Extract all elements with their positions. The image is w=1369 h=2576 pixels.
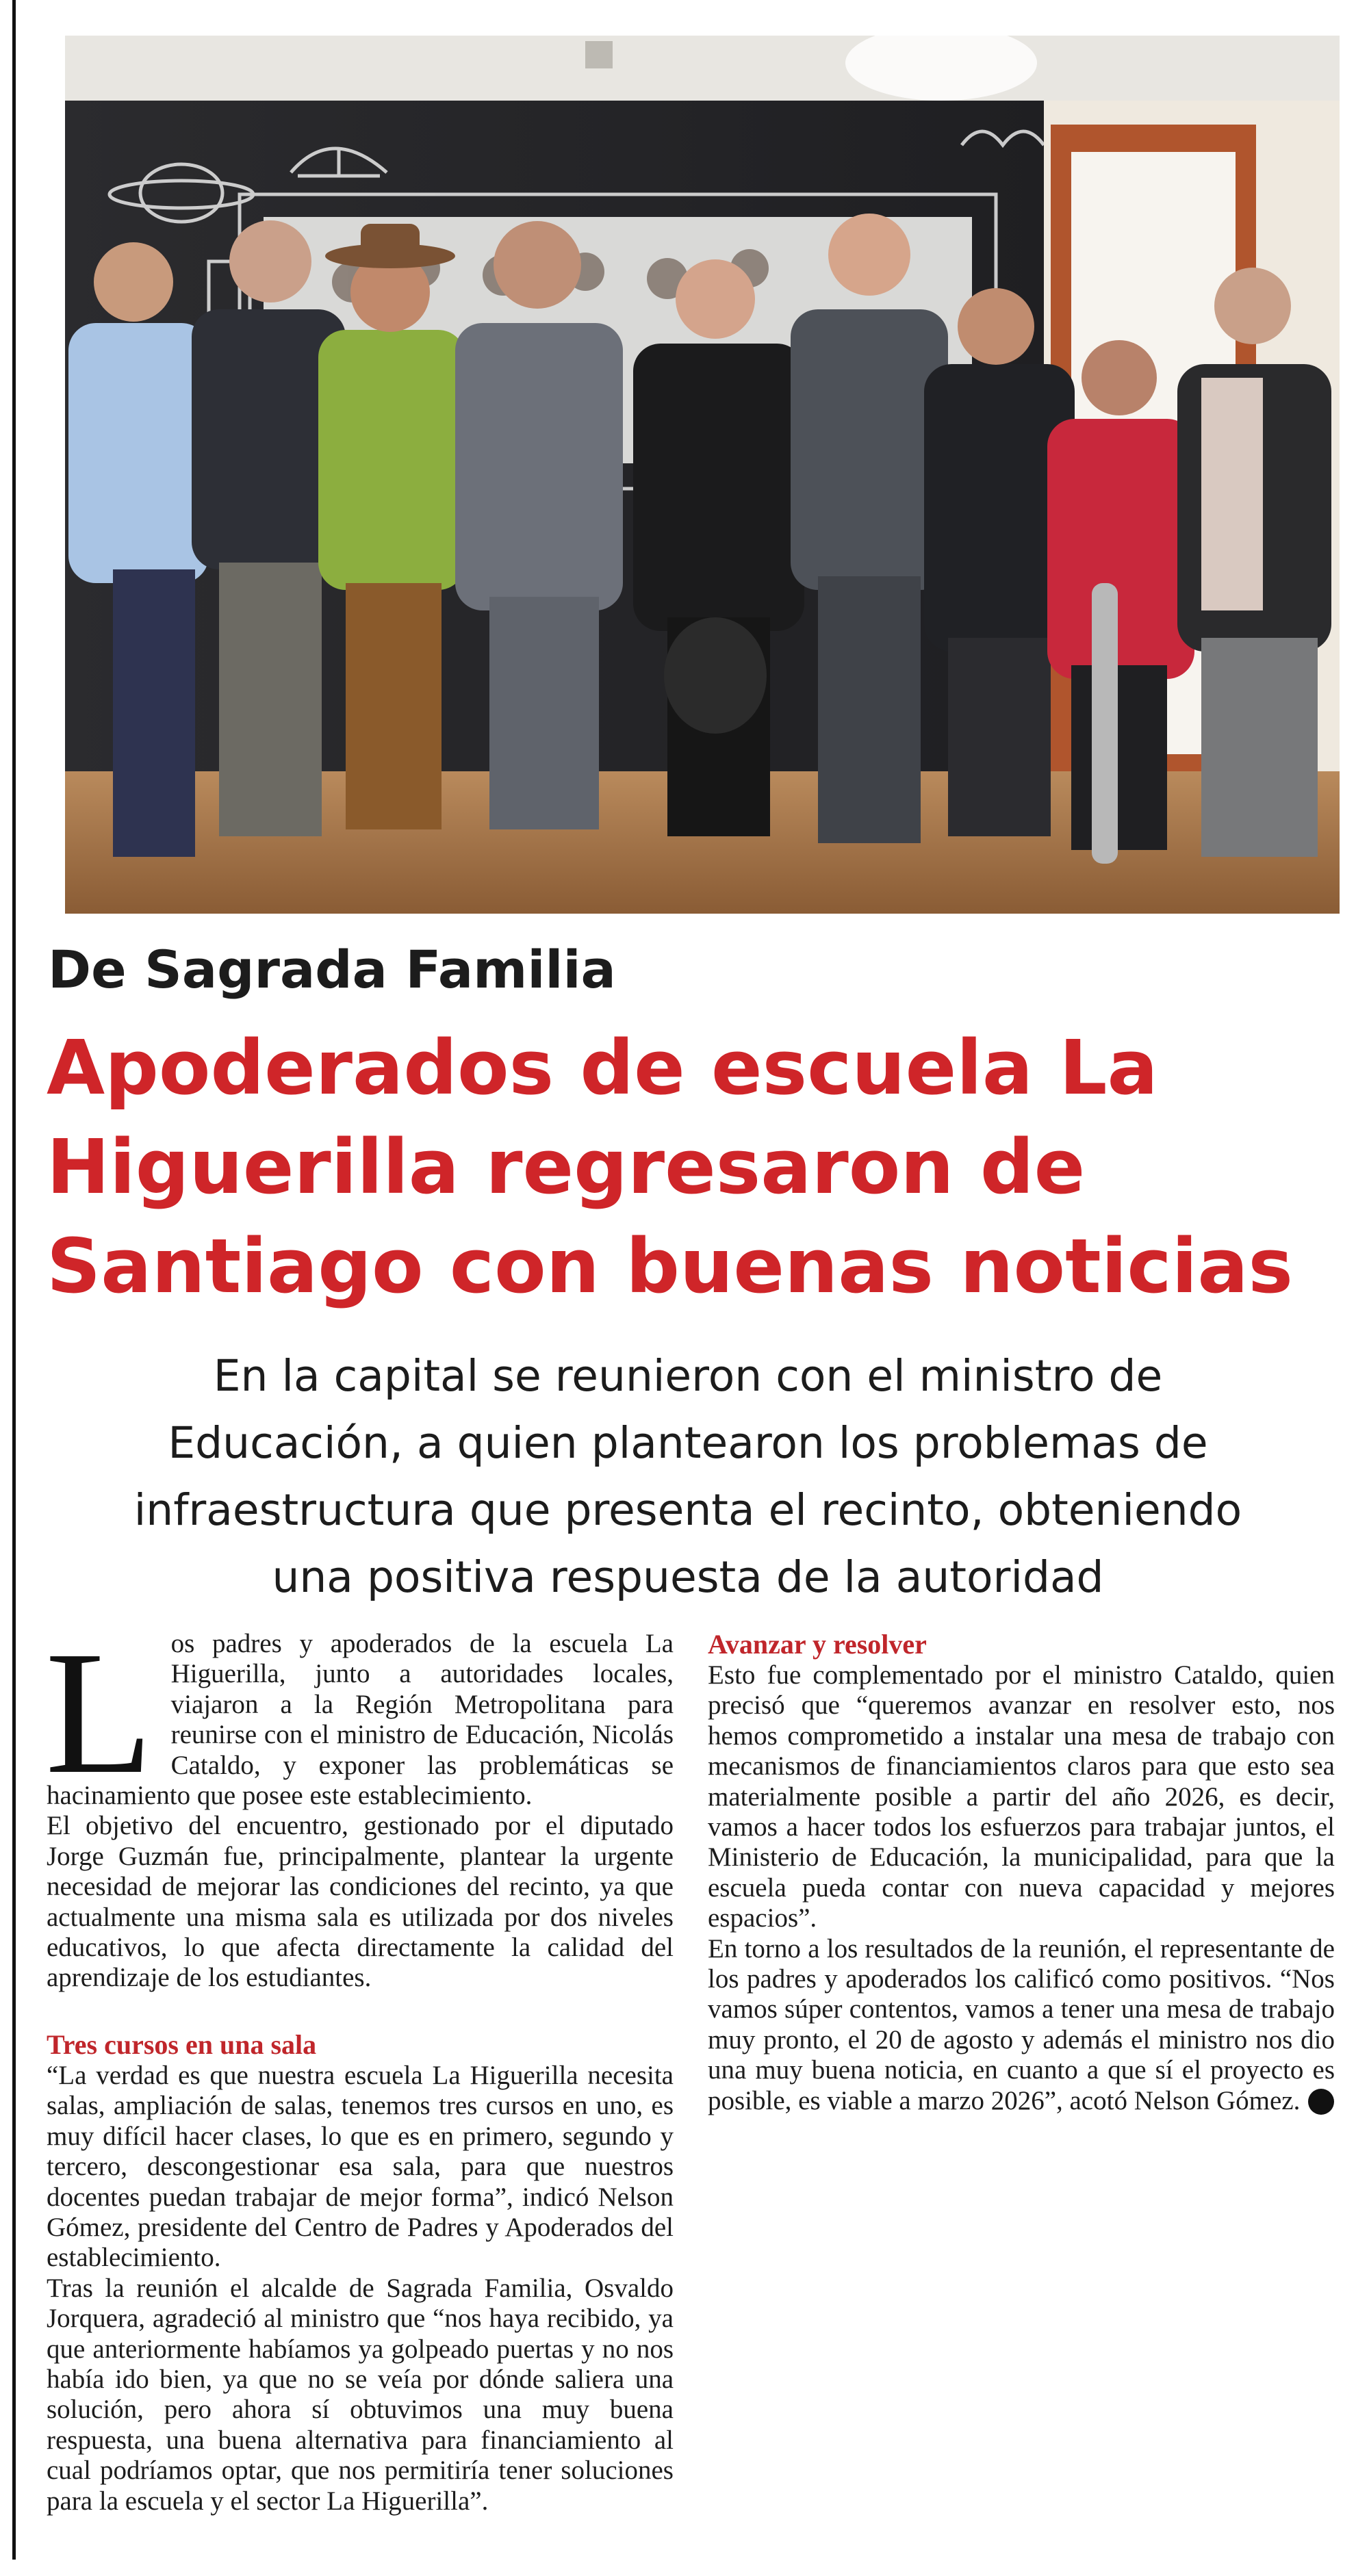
deck-line: Educación, a quien plantearon los problemas de xyxy=(168,1418,1208,1468)
article-photo xyxy=(65,36,1340,914)
headline-line: Apoderados de escuela La xyxy=(47,1024,1158,1111)
kicker: De Sagrada Familia xyxy=(48,939,616,1000)
body-paragraph xyxy=(45,1614,674,1811)
paragraph-text: En torno a los resultados de la reunión, el representante de los padres y apoderados los calificó como positivos. “Nos vamos súper contentos, vamos a tener una mesa de trabajo muy pronto, el 20 de agosto y además el ministro nos dio una muy buena noticia, en cuanto a que sí el proyecto es posible, es viable a marzo 2026”, acotó Nelson Gómez. xyxy=(708,1933,1335,2115)
left-column-rule xyxy=(12,0,16,2560)
deck-line: infraestructura que presenta el recinto, obteniendo xyxy=(133,1485,1242,1535)
drop-cap: L xyxy=(45,1614,153,1810)
group-photo-icon xyxy=(65,36,1340,914)
spacer xyxy=(47,1994,674,2029)
headline xyxy=(47,1018,1347,1316)
deck-line: una positiva respuesta de la autoridad xyxy=(272,1552,1104,1602)
body-column-right xyxy=(708,1629,1335,2116)
subhead: Avanzar y resolver xyxy=(708,1629,927,1660)
deck-line: En la capital se reunieron con el ministro de xyxy=(213,1351,1163,1401)
deck xyxy=(41,1343,1335,1611)
body-paragraph: El objetivo del encuentro, gestionado por el diputado Jorge Guzmán fue, principalmente, plantear la urgente necesidad de mejorar las condiciones del recinto, ya que actualmente una misma sala es utilizada por dos niveles educativos, lo que afecta directamente la calidad del aprendizaje de los estudiantes. xyxy=(47,1811,674,1993)
body-paragraph: “La verdad es que nuestra escuela La Higuerilla necesita salas, ampliación de salas, tenemos tres cursos en uno, es muy difícil hacer clases, lo que es en primero, segundo y tercero, descongestionar esa sala, para que nuestros docentes puedan trabajar de mejor forma”, indicó Nelson Gómez, presidente del Centro de Padres y Apoderados del establecimiento. xyxy=(47,2060,674,2273)
headline-line: Santiago con buenas noticias xyxy=(47,1222,1294,1310)
body-column-left xyxy=(45,1614,674,2516)
headline-line: Higuerilla regresaron de xyxy=(47,1123,1086,1211)
body-paragraph xyxy=(708,1934,1335,2116)
body-paragraph: Esto fue complementado por el ministro Cataldo, quien precisó que “queremos avanzar en resolver esto, nos hemos comprometido a instalar una mesa de trabajo con mecanismos de financiamientos claros para que esto sea materialmente posible a partir del año 2026, es decir, vamos a hacer todos los esfuerzos para trabajar juntos, el Ministerio de Educación, la municipalidad, para que la escuela pueda contar con nueva capacidad y mejores espacios”. xyxy=(708,1660,1335,1933)
end-mark-icon xyxy=(1308,2089,1334,2115)
paragraph-text: os padres y apoderados de la escuela La Higuerilla, junto a autoridades locales, viajaron a la Región Metropolitana para reunirse con el ministro de Educación, Nicolás Cataldo, y exponer las problemáticas se hacinamiento que posee este establecimiento. xyxy=(47,1629,674,1811)
subhead: Tres cursos en una sala xyxy=(47,2028,317,2060)
body-paragraph: Tras la reunión el alcalde de Sagrada Familia, Osvaldo Jorquera, agradeció al ministro que “nos haya recibido, ya que anteriormente habíamos ya golpeado puertas y no nos había ido bien, ya que no se veía por dónde saliera una solución, pero ahora sí obtuvimos una muy buena respuesta, una buena alternativa para financiamiento al cual podríamos optar, que nos permitiría tener soluciones para la escuela y el sector La Higuerilla”. xyxy=(47,2273,674,2516)
